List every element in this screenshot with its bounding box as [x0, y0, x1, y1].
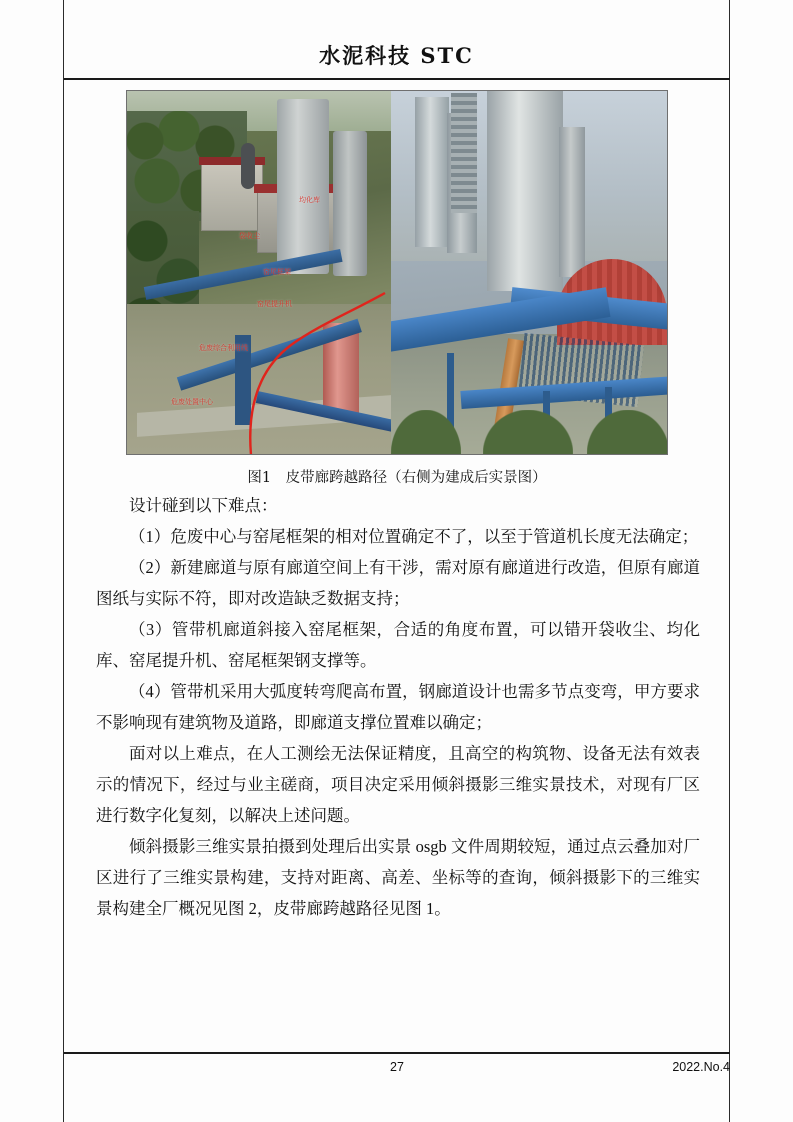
vegetation	[391, 410, 461, 454]
paragraph: （1）危废中心与窑尾框架的相对位置确定不了，以至于管道机长度无法确定；	[129, 527, 699, 546]
journal-title: 水泥科技 STC	[319, 43, 474, 68]
paragraph: （3）管带机廊道斜接入窑尾框架，合适的角度布置，可以错开袋收尘、均化库、窑尾提升机、窑尾框架钢支撑等。	[96, 620, 700, 670]
figure-caption: 图1 皮带廊跨越路径（右侧为建成后实景图）	[247, 470, 547, 486]
red-route-curve-overlay	[239, 287, 391, 454]
paragraph: 倾斜摄影三维实景拍摄到处理后出实景 osgb 文件周期较短，通过点云叠加对厂区进行了三维实景构建，支持对距离、高差、坐标等的查询，倾斜摄影下的三维实景构建全厂概况见图 2，皮带廊跨越路径见图 1。	[96, 837, 700, 918]
right-margin-rule	[729, 0, 730, 1122]
page-header	[64, 40, 729, 70]
paragraph: 面对以上难点，在人工测绘无法保证精度，且高空的构筑物、设备无法有效表示的情况下，经过与业主磋商，项目决定采用倾斜摄影三维实景技术，对现有厂区进行数字化复刻，以解决上述问题。	[96, 744, 700, 825]
silo-a	[415, 97, 449, 247]
annotation-label: 窑尾提升机	[257, 300, 292, 308]
homogenizing-silo	[277, 99, 329, 274]
annotation-label: 危废处置中心	[171, 398, 213, 406]
main-silo	[487, 91, 563, 291]
paragraph: （2）新建廊道与原有廊道空间上有干涉，需对原有廊道进行改造，但原有廊道图纸与实际不符，即对改造缺乏数据支持；	[96, 558, 700, 608]
page-footer	[64, 1060, 730, 1080]
vegetation	[587, 410, 667, 454]
footer-divider	[64, 1052, 730, 1054]
page-number: 27	[390, 1060, 404, 1074]
figure-1-image	[126, 90, 668, 455]
paragraph: （4）管带机采用大弧度转弯爬高布置，钢廊道设计也需多节点变弯，甲方要求不影响现有建筑物及道路，即廊道支撑位置难以确定；	[96, 682, 700, 732]
annotation-label: 均化库	[299, 196, 320, 204]
body-text	[96, 490, 700, 924]
aerial-plant-overview-photo	[127, 91, 391, 454]
paragraph: 设计碰到以下难点：	[129, 496, 278, 515]
left-margin-rule	[63, 0, 64, 1122]
vegetation	[483, 410, 573, 454]
header-divider	[64, 78, 730, 80]
issue-label: 2022.No.4	[672, 1060, 730, 1074]
annotation-label: 袋收尘	[239, 232, 260, 240]
annotation-label: 危废综合利用线	[199, 344, 248, 352]
preheater-tower	[451, 93, 477, 213]
silo-c	[559, 127, 585, 277]
dust-collector-stack	[241, 143, 255, 189]
built-conveyor-corridor-photo	[391, 91, 667, 454]
annotation-label: 窑尾框架	[263, 268, 291, 276]
